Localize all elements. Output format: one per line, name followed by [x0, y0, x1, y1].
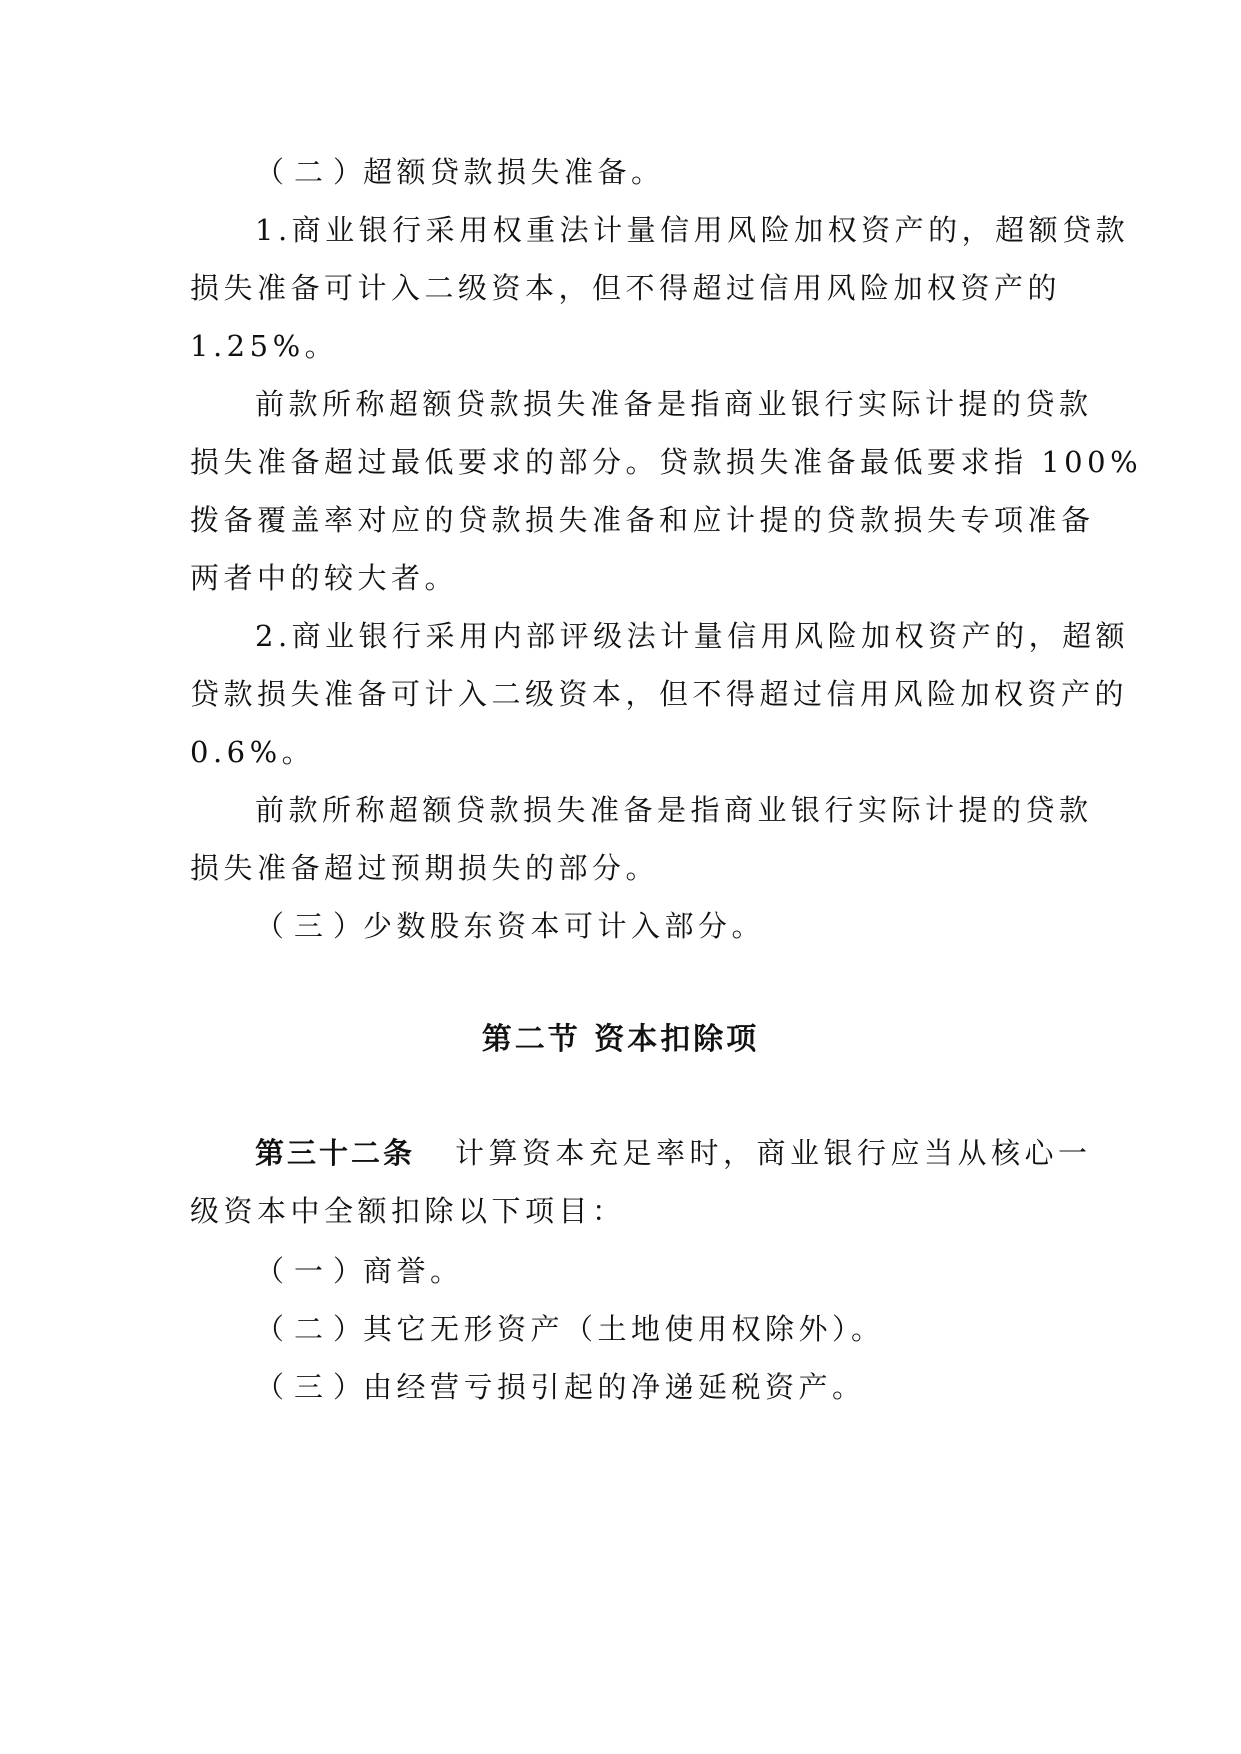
- paragraph-line: 2.商业银行采用内部评级法计量信用风险加权资产的，超额: [255, 619, 1130, 653]
- list-item: [255, 1309, 1135, 1349]
- item-text: 商誉。: [363, 1254, 464, 1288]
- item-label: （一）: [255, 1254, 373, 1288]
- paragraph-line: 拨备覆盖率对应的贷款损失准备和应计提的贷款损失专项准备: [190, 503, 1095, 537]
- paragraph-line: 0.6%。: [190, 735, 316, 769]
- item-text: 超额贷款损失准备。: [363, 155, 665, 189]
- list-item: [255, 1251, 1135, 1291]
- paragraph-line: [255, 152, 1135, 192]
- item-text: 由经营亏损引起的净递延税资产。: [363, 1370, 866, 1404]
- paragraph-line: 贷款损失准备可计入二级资本，但不得超过信用风险加权资产的: [190, 677, 1129, 711]
- paragraph-line: 损失准备超过最低要求的部分。贷款损失准备最低要求指 100%: [190, 445, 1143, 479]
- paragraph-line: [255, 906, 1135, 946]
- item-text: 少数股东资本可计入部分。: [363, 909, 766, 943]
- paragraph-line: 1.商业银行采用权重法计量信用风险加权资产的，超额贷款: [255, 213, 1130, 247]
- article-label: 第三十二条: [255, 1136, 416, 1170]
- item-label: （三）: [255, 1370, 373, 1404]
- paragraph-line: 1.25%。: [190, 329, 339, 363]
- item-text: 其它无形资产（土地使用权除外）。: [363, 1312, 885, 1346]
- paragraph-line: 前款所称超额贷款损失准备是指商业银行实际计提的贷款: [255, 793, 1093, 827]
- article-line: [255, 1133, 1135, 1173]
- article-line: 级资本中全额扣除以下项目：: [190, 1194, 626, 1228]
- paragraph-line: 损失准备可计入二级资本，但不得超过信用风险加权资产的: [190, 271, 1062, 305]
- section-title: 第二节 资本扣除项: [481, 1022, 760, 1057]
- paragraph-line: 两者中的较大者。: [190, 561, 459, 595]
- paragraph-line: 前款所称超额贷款损失准备是指商业银行实际计提的贷款: [255, 387, 1093, 421]
- item-label: （三）: [255, 909, 373, 943]
- item-label: （二）: [255, 1312, 373, 1346]
- article-text: 计算资本充足率时，商业银行应当从核心一: [455, 1136, 1092, 1170]
- item-label: （二）: [255, 155, 373, 189]
- paragraph-line: 损失准备超过预期损失的部分。: [190, 851, 660, 885]
- list-item: [255, 1367, 1135, 1407]
